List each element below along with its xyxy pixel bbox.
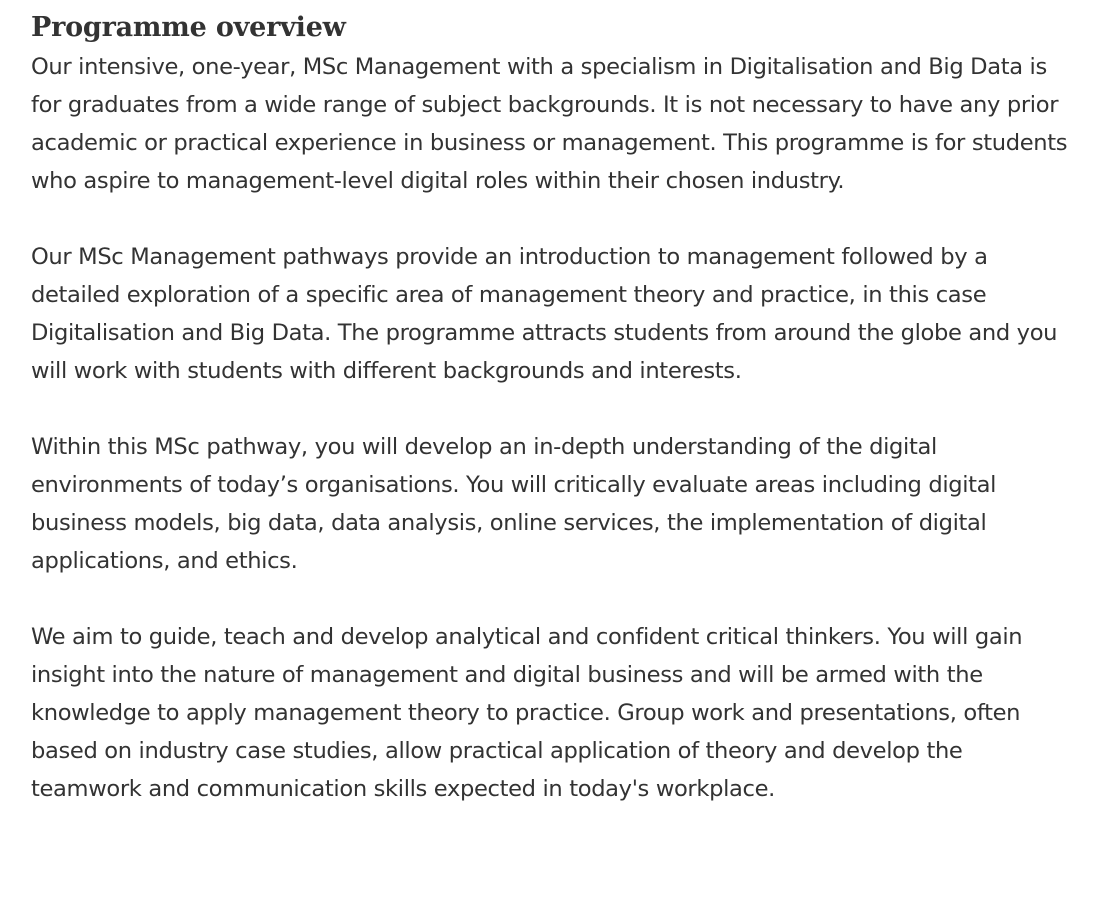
programme-overview-section [31, 8, 1071, 808]
paragraph-intro: Our intensive, one-year, MSc Management with a specialism in Digitalisation and Big Data is for graduates from a wide range of subject backgrounds. It is not necessary to have any prior academic or practical experience in business or management. This programme is for students who aspire to management-level digital roles within their chosen industry. [31, 54, 1068, 194]
paragraph-digital-understanding: Within this MSc pathway, you will develop an in-depth understanding of the digital environments of today’s organisations. You will critically evaluate areas including digital business models, big data, data analysis, online services, the implementation of digital applications, and ethics. [31, 434, 997, 574]
paragraph-aims: We aim to guide, teach and develop analytical and confident critical thinkers. You will gain insight into the nature of management and digital business and will be armed with the knowledge to apply management theory to practice. Group work and presentations, often based on industry case studies, allow practical application of theory and develop the teamwork and communication skills expected in today's workplace. [31, 624, 1023, 802]
section-heading: Programme overview [31, 12, 346, 43]
section-body [31, 48, 1071, 808]
paragraph-pathways: Our MSc Management pathways provide an introduction to management followed by a detailed exploration of a specific area of management theory and practice, in this case Digitalisation and Big Data. The programme attracts students from around the globe and you will work with students with different backgrounds and interests. [31, 244, 1058, 384]
